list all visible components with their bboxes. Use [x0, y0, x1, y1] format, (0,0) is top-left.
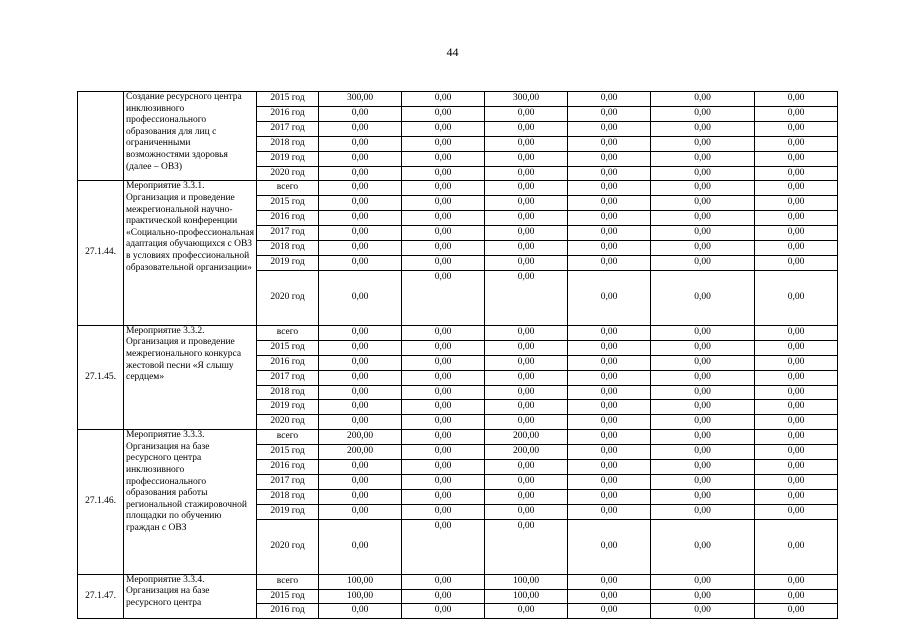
value-cell: 0,00: [651, 241, 755, 256]
value-cell: 0,00: [319, 474, 402, 489]
value-cell: 0,00: [755, 574, 838, 589]
year-cell: 2018 год: [257, 136, 319, 151]
year-cell: 2020 год: [257, 415, 319, 430]
value-cell: 0,00: [651, 325, 755, 340]
value-cell: 0,00: [402, 385, 485, 400]
item-name: Создание ресурсного центра инклюзивного профессионального образования для лиц с ограниченными возможностями здоровья (далее – ОВЗ): [124, 92, 257, 181]
value-cell: 0,00: [402, 270, 485, 325]
value-cell: 100,00: [319, 589, 402, 604]
value-cell: 0,00: [319, 460, 402, 475]
year-cell: 2017 год: [257, 474, 319, 489]
value-cell: 0,00: [402, 574, 485, 589]
value-cell: 0,00: [755, 519, 838, 574]
value-cell: 0,00: [485, 211, 568, 226]
value-cell: 0,00: [568, 385, 651, 400]
value-cell: 100,00: [485, 574, 568, 589]
value-cell: 0,00: [755, 430, 838, 445]
year-cell: 2018 год: [257, 241, 319, 256]
value-cell: 0,00: [651, 255, 755, 270]
year-cell: 2015 год: [257, 340, 319, 355]
value-cell: 0,00: [402, 211, 485, 226]
value-cell: 0,00: [651, 445, 755, 460]
value-cell: 0,00: [755, 355, 838, 370]
table-row: [78, 181, 838, 196]
value-cell: 200,00: [485, 445, 568, 460]
value-cell: 0,00: [755, 136, 838, 151]
value-cell: 0,00: [485, 385, 568, 400]
value-cell: 0,00: [319, 181, 402, 196]
value-cell: 0,00: [485, 519, 568, 574]
value-cell: 0,00: [402, 460, 485, 475]
item-name: Мероприятие 3.3.2. Организация и проведение межрегионального конкурса жестовой песни «Я слышу сердцем»: [124, 325, 257, 429]
item-code: 27.1.46.: [78, 430, 124, 574]
year-cell: 2017 год: [257, 370, 319, 385]
value-cell: 0,00: [485, 166, 568, 181]
value-cell: 0,00: [651, 415, 755, 430]
value-cell: 0,00: [485, 325, 568, 340]
year-cell: всего: [257, 574, 319, 589]
value-cell: 0,00: [319, 385, 402, 400]
year-cell: 2016 год: [257, 604, 319, 619]
value-cell: 0,00: [755, 151, 838, 166]
value-cell: 0,00: [755, 340, 838, 355]
table-row: [78, 325, 838, 340]
value-cell: 0,00: [485, 226, 568, 241]
value-cell: 0,00: [651, 226, 755, 241]
value-cell: 0,00: [319, 241, 402, 256]
item-code: 27.1.44.: [78, 181, 124, 325]
value-cell: 0,00: [319, 604, 402, 619]
value-cell: 0,00: [485, 504, 568, 519]
value-cell: 0,00: [319, 255, 402, 270]
year-cell: 2018 год: [257, 385, 319, 400]
value-cell: 0,00: [568, 325, 651, 340]
value-cell: 0,00: [651, 370, 755, 385]
value-cell: 0,00: [568, 255, 651, 270]
value-cell: 0,00: [402, 519, 485, 574]
value-cell: 0,00: [568, 166, 651, 181]
value-cell: 0,00: [485, 460, 568, 475]
value-cell: 0,00: [402, 255, 485, 270]
value-cell: 0,00: [485, 474, 568, 489]
value-cell: 0,00: [755, 181, 838, 196]
value-cell: 0,00: [319, 415, 402, 430]
value-cell: 0,00: [402, 106, 485, 121]
value-cell: 0,00: [485, 340, 568, 355]
value-cell: 0,00: [402, 241, 485, 256]
value-cell: 0,00: [651, 489, 755, 504]
value-cell: 0,00: [402, 430, 485, 445]
value-cell: 0,00: [319, 106, 402, 121]
value-cell: 0,00: [568, 241, 651, 256]
year-cell: 2017 год: [257, 121, 319, 136]
value-cell: 0,00: [485, 241, 568, 256]
value-cell: 0,00: [651, 340, 755, 355]
value-cell: 0,00: [568, 211, 651, 226]
value-cell: 0,00: [755, 325, 838, 340]
value-cell: 0,00: [402, 589, 485, 604]
value-cell: 0,00: [568, 370, 651, 385]
value-cell: 0,00: [319, 196, 402, 211]
value-cell: 0,00: [755, 92, 838, 107]
value-cell: 0,00: [485, 370, 568, 385]
year-cell: 2019 год: [257, 504, 319, 519]
value-cell: 0,00: [568, 226, 651, 241]
value-cell: 0,00: [402, 445, 485, 460]
item-code: 27.1.45.: [78, 325, 124, 429]
item-name: Мероприятие 3.3.1. Организация и проведение межрегиональной научно-практической конференции «Социально-профессиональная адаптация обучающихся с ОВЗ в условиях профессиональной образовательной организации»: [124, 181, 257, 325]
value-cell: 0,00: [402, 504, 485, 519]
value-cell: 0,00: [755, 106, 838, 121]
value-cell: 0,00: [485, 355, 568, 370]
value-cell: 0,00: [568, 474, 651, 489]
value-cell: 0,00: [651, 181, 755, 196]
value-cell: 200,00: [319, 445, 402, 460]
value-cell: 0,00: [755, 121, 838, 136]
year-cell: 2018 год: [257, 489, 319, 504]
value-cell: 0,00: [651, 385, 755, 400]
year-cell: всего: [257, 430, 319, 445]
value-cell: 0,00: [319, 151, 402, 166]
value-cell: 0,00: [568, 92, 651, 107]
value-cell: 100,00: [319, 574, 402, 589]
year-cell: 2015 год: [257, 196, 319, 211]
value-cell: 0,00: [755, 211, 838, 226]
value-cell: 0,00: [568, 340, 651, 355]
value-cell: 0,00: [402, 415, 485, 430]
budget-table: [77, 91, 838, 619]
value-cell: 0,00: [651, 430, 755, 445]
page-number: 44: [446, 45, 459, 59]
value-cell: 0,00: [568, 196, 651, 211]
value-cell: 0,00: [402, 370, 485, 385]
value-cell: 0,00: [319, 226, 402, 241]
value-cell: 0,00: [485, 270, 568, 325]
year-cell: всего: [257, 325, 319, 340]
value-cell: 0,00: [485, 489, 568, 504]
item-code: [78, 92, 124, 181]
value-cell: 0,00: [319, 504, 402, 519]
value-cell: 0,00: [755, 241, 838, 256]
value-cell: 0,00: [755, 445, 838, 460]
value-cell: 0,00: [568, 574, 651, 589]
value-cell: 0,00: [319, 325, 402, 340]
value-cell: 0,00: [402, 151, 485, 166]
year-cell: 2020 год: [257, 166, 319, 181]
value-cell: 0,00: [651, 166, 755, 181]
value-cell: 0,00: [568, 121, 651, 136]
value-cell: 0,00: [402, 325, 485, 340]
value-cell: 0,00: [402, 166, 485, 181]
value-cell: 0,00: [402, 121, 485, 136]
value-cell: 0,00: [755, 504, 838, 519]
value-cell: 0,00: [651, 504, 755, 519]
value-cell: 0,00: [485, 255, 568, 270]
value-cell: 0,00: [402, 136, 485, 151]
value-cell: 0,00: [755, 226, 838, 241]
value-cell: 0,00: [568, 589, 651, 604]
value-cell: 0,00: [755, 166, 838, 181]
value-cell: 0,00: [755, 370, 838, 385]
value-cell: 0,00: [755, 270, 838, 325]
value-cell: 0,00: [755, 474, 838, 489]
year-cell: 2017 год: [257, 226, 319, 241]
value-cell: 0,00: [651, 270, 755, 325]
value-cell: 0,00: [402, 226, 485, 241]
value-cell: 0,00: [402, 92, 485, 107]
value-cell: 100,00: [485, 589, 568, 604]
value-cell: 300,00: [319, 92, 402, 107]
value-cell: 0,00: [755, 196, 838, 211]
value-cell: 0,00: [651, 136, 755, 151]
value-cell: 0,00: [402, 400, 485, 415]
value-cell: 0,00: [651, 121, 755, 136]
value-cell: 0,00: [402, 181, 485, 196]
value-cell: 0,00: [319, 400, 402, 415]
value-cell: 0,00: [485, 181, 568, 196]
value-cell: 0,00: [651, 196, 755, 211]
value-cell: 0,00: [755, 604, 838, 619]
value-cell: 0,00: [402, 489, 485, 504]
value-cell: 0,00: [485, 121, 568, 136]
value-cell: 0,00: [651, 106, 755, 121]
value-cell: 0,00: [568, 181, 651, 196]
year-cell: 2016 год: [257, 106, 319, 121]
value-cell: 0,00: [755, 460, 838, 475]
year-cell: 2019 год: [257, 255, 319, 270]
value-cell: 0,00: [755, 385, 838, 400]
value-cell: 0,00: [568, 415, 651, 430]
value-cell: 0,00: [402, 340, 485, 355]
value-cell: 200,00: [485, 430, 568, 445]
year-cell: 2015 год: [257, 92, 319, 107]
value-cell: 0,00: [319, 166, 402, 181]
value-cell: 0,00: [568, 136, 651, 151]
year-cell: 2015 год: [257, 445, 319, 460]
value-cell: 0,00: [651, 355, 755, 370]
table-row: [78, 574, 838, 589]
value-cell: 0,00: [485, 415, 568, 430]
year-cell: 2016 год: [257, 355, 319, 370]
value-cell: 0,00: [651, 151, 755, 166]
value-cell: 0,00: [568, 504, 651, 519]
year-cell: 2016 год: [257, 211, 319, 226]
year-cell: 2020 год: [257, 270, 319, 325]
value-cell: 0,00: [651, 400, 755, 415]
value-cell: 0,00: [568, 400, 651, 415]
value-cell: 300,00: [485, 92, 568, 107]
table-row: [78, 430, 838, 445]
value-cell: 0,00: [319, 136, 402, 151]
value-cell: 0,00: [651, 460, 755, 475]
value-cell: 0,00: [485, 136, 568, 151]
value-cell: 0,00: [755, 415, 838, 430]
value-cell: 0,00: [319, 489, 402, 504]
value-cell: 0,00: [755, 589, 838, 604]
item-code: 27.1.47.: [78, 574, 124, 619]
value-cell: 0,00: [651, 519, 755, 574]
value-cell: 0,00: [485, 604, 568, 619]
year-cell: 2016 год: [257, 460, 319, 475]
value-cell: 0,00: [568, 445, 651, 460]
value-cell: 0,00: [755, 255, 838, 270]
value-cell: 0,00: [485, 151, 568, 166]
table-row: [78, 92, 838, 107]
item-name: Мероприятие 3.3.3. Организация на базе ресурсного центра инклюзивного профессионального образования работы региональной стажировочной площадки по обучению граждан с ОВЗ: [124, 430, 257, 574]
value-cell: 0,00: [485, 400, 568, 415]
value-cell: 0,00: [568, 151, 651, 166]
value-cell: 0,00: [568, 519, 651, 574]
year-cell: 2015 год: [257, 589, 319, 604]
value-cell: 0,00: [402, 355, 485, 370]
value-cell: 0,00: [651, 474, 755, 489]
value-cell: 0,00: [319, 355, 402, 370]
value-cell: 0,00: [402, 604, 485, 619]
value-cell: 0,00: [319, 519, 402, 574]
value-cell: 0,00: [568, 604, 651, 619]
value-cell: 0,00: [568, 106, 651, 121]
year-cell: 2020 год: [257, 519, 319, 574]
year-cell: 2019 год: [257, 151, 319, 166]
value-cell: 0,00: [568, 430, 651, 445]
value-cell: 200,00: [319, 430, 402, 445]
value-cell: 0,00: [568, 489, 651, 504]
value-cell: 0,00: [568, 355, 651, 370]
value-cell: 0,00: [319, 270, 402, 325]
value-cell: 0,00: [485, 106, 568, 121]
value-cell: 0,00: [755, 400, 838, 415]
value-cell: 0,00: [485, 196, 568, 211]
value-cell: 0,00: [651, 589, 755, 604]
value-cell: 0,00: [319, 370, 402, 385]
value-cell: 0,00: [651, 211, 755, 226]
year-cell: 2019 год: [257, 400, 319, 415]
item-name: Мероприятие 3.3.4. Организация на базе ресурсного центра: [124, 574, 257, 619]
value-cell: 0,00: [402, 474, 485, 489]
value-cell: 0,00: [319, 121, 402, 136]
value-cell: 0,00: [651, 92, 755, 107]
value-cell: 0,00: [568, 270, 651, 325]
value-cell: 0,00: [568, 460, 651, 475]
value-cell: 0,00: [319, 211, 402, 226]
value-cell: 0,00: [651, 574, 755, 589]
value-cell: 0,00: [319, 340, 402, 355]
value-cell: 0,00: [755, 489, 838, 504]
value-cell: 0,00: [402, 196, 485, 211]
year-cell: всего: [257, 181, 319, 196]
value-cell: 0,00: [651, 604, 755, 619]
